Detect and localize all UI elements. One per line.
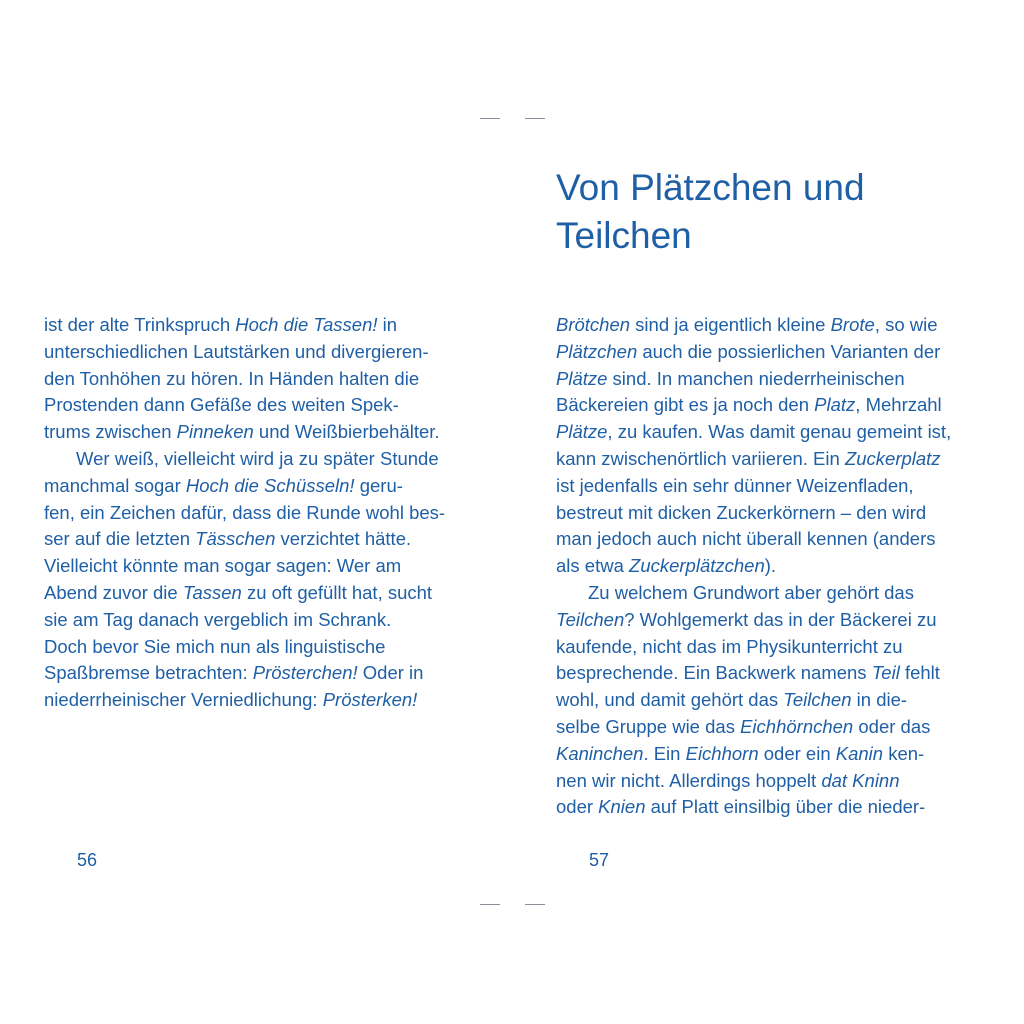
italic-term: Brötchen (556, 314, 631, 335)
chapter-title-line: Teilchen (556, 215, 692, 256)
italic-term: Zuckerplätzchen (629, 555, 765, 577)
text-line: Brötchen sind ja eigentlich kleine Brote, so wie (556, 314, 938, 335)
right-page-body (556, 312, 951, 821)
italic-term: Hoch die Schüsseln! (185, 474, 355, 496)
text-line: wohl, und damit gehört das Teilchen in die- (556, 689, 908, 711)
text-line: man jedoch auch nicht überall kennen (anders (556, 528, 936, 550)
right-page (556, 0, 986, 1024)
text-line: Plätze sind. In manchen niederrheinischen (556, 367, 905, 389)
text-line: Teilchen? Wohlgemerkt das in der Bäckerei zu (556, 608, 937, 630)
text-line: sie am Tag danach vergeblich im Schrank. (44, 608, 392, 630)
italic-term: Prösterchen! (252, 662, 358, 684)
text-line: bestreut mit dicken Zuckerkörnern – den wird (556, 501, 927, 523)
text-line: Bäckereien gibt es ja noch den Platz, Mehrzahl (556, 394, 942, 416)
chapter-title-line: Von Plätzchen und (556, 167, 865, 208)
italic-term: Eichhorn (685, 742, 759, 764)
italic-term: Plätzchen (556, 340, 638, 362)
italic-term: Prösterken! (322, 689, 418, 711)
italic-term: Plätze (556, 367, 608, 389)
text-line: als etwa Zuckerplätzchen). (556, 555, 777, 577)
italic-term: Pinneken (176, 421, 254, 443)
text-line: Plätze, zu kaufen. Was damit genau gemeint ist, (556, 421, 952, 443)
italic-term: Kanin (835, 742, 884, 764)
left-page-body (44, 312, 445, 714)
text-line: oder Knien auf Platt einsilbig über die nieder- (556, 796, 926, 818)
crop-mark-top-right (525, 118, 545, 119)
italic-term: Teilchen (783, 689, 852, 711)
text-line: Prostenden dann Gefäße des weiten Spek- (44, 394, 399, 416)
italic-term: Zuckerplatz (844, 447, 941, 469)
chapter-title (556, 164, 865, 260)
crop-mark-bottom-right (525, 904, 545, 905)
text-line: Plätzchen auch die possierlichen Varianten der (556, 340, 941, 362)
text-line: Doch bevor Sie mich nun als linguistische (44, 635, 386, 657)
italic-term: Knien (598, 796, 646, 818)
text-line: niederrheinischer Verniedlichung: Prösterken! (44, 689, 418, 711)
italic-term: Kaninchen (556, 742, 644, 764)
italic-term: Brote (830, 314, 875, 335)
italic-term: dat Kninn (821, 769, 900, 791)
text-line: kaufende, nicht das im Physikunterricht zu (556, 635, 903, 657)
text-line: nen wir nicht. Allerdings hoppelt dat Kninn (556, 769, 900, 791)
text-line: kann zwischenörtlich variieren. Ein Zuckerplatz (556, 447, 941, 469)
italic-term: Teilchen (556, 608, 625, 630)
text-line: ist jedenfalls ein sehr dünner Weizenfladen, (556, 474, 914, 496)
text-line: trums zwischen Pinneken und Weißbierbehälter. (44, 421, 440, 443)
text-line: ser auf die letzten Tässchen verzichtet hätte. (44, 528, 412, 550)
text-line: besprechende. Ein Backwerk namens Teil fehlt (556, 662, 940, 684)
italic-term: Platz (814, 394, 856, 416)
italic-term: Tassen (182, 581, 242, 603)
text-line: unterschiedlichen Lautstärken und divergieren- (44, 340, 429, 362)
italic-term: Plätze (556, 421, 608, 443)
text-line: ist der alte Trinkspruch Hoch die Tassen! in (44, 314, 398, 335)
left-page (44, 0, 484, 1024)
text-line: selbe Gruppe wie das Eichhörnchen oder das (556, 715, 931, 737)
text-line: den Tonhöhen zu hören. In Händen halten die (44, 367, 420, 389)
text-line: Abend zuvor die Tassen zu oft gefüllt hat, sucht (44, 581, 433, 603)
italic-term: Teil (871, 662, 900, 684)
text-line: Wer weiß, vielleicht wird ja zu später Stunde (76, 447, 439, 469)
italic-term: Eichhörnchen (740, 715, 854, 737)
text-line: manchmal sogar Hoch die Schüsseln! geru- (44, 474, 403, 496)
italic-term: Hoch die Tassen! (235, 314, 378, 335)
italic-term: Tässchen (195, 528, 276, 550)
right-page-number: 57 (589, 850, 610, 870)
text-line: fen, ein Zeichen dafür, dass die Runde wohl bes- (44, 501, 446, 523)
text-line: Vielleicht könnte man sogar sagen: Wer am (44, 555, 402, 577)
text-line: Spaßbremse betrachten: Prösterchen! Oder in (44, 662, 424, 684)
text-line: Kaninchen. Ein Eichhorn oder ein Kanin ken- (556, 742, 925, 764)
left-page-number: 56 (77, 850, 98, 870)
text-line: Zu welchem Grundwort aber gehört das (588, 581, 914, 603)
